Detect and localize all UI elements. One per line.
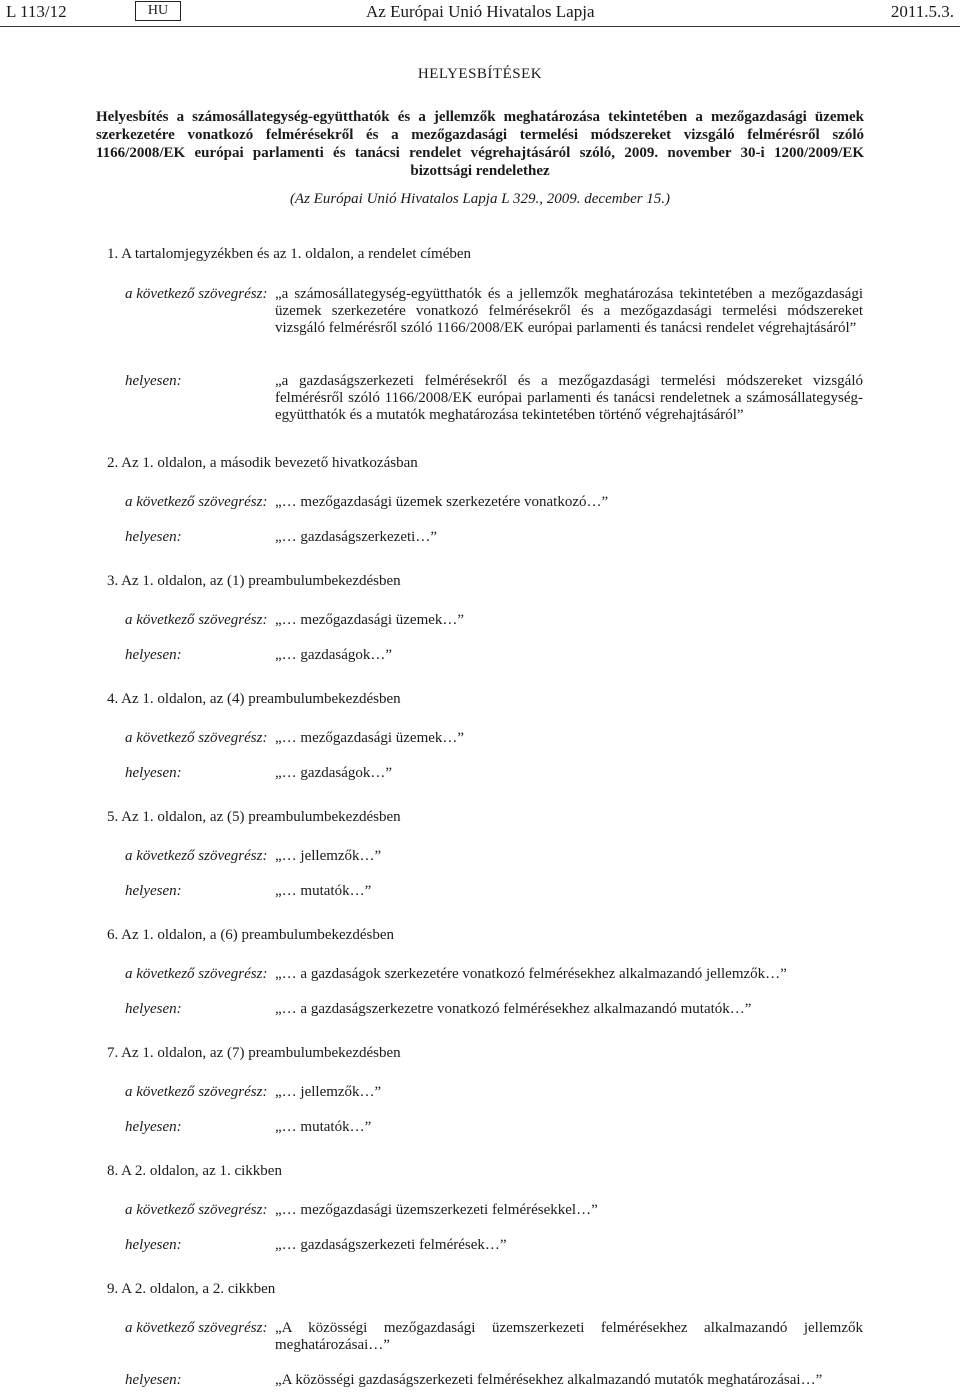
with-label: helyesen: xyxy=(125,647,182,663)
section-heading: HELYESBÍTÉSEK xyxy=(417,66,543,82)
journal-title: Az Európai Unió Hivatalos Lapja xyxy=(366,2,595,21)
item-heading: 3. Az 1. oldalon, az (1) preambulumbekezdésben xyxy=(107,573,401,589)
with-label: helyesen: xyxy=(125,1001,182,1017)
with-label: helyesen: xyxy=(125,883,182,899)
replace-text: „… mezőgazdasági üzemek szerkezetére vonatkozó…” xyxy=(275,494,609,510)
header-divider xyxy=(0,26,960,27)
item-heading: 7. Az 1. oldalon, az (7) preambulumbekezdésben xyxy=(107,1045,401,1061)
with-text: „a gazdaságszerkezeti felmérésekről és a mezőgazdasági termelési módszereket vizsgáló felmérésről szóló 1166/2008/EK európai parlamenti és tanácsi rendeletnek a számosállategység-együtthatók és a mutatók meghatározása tekintetében történő végrehajtásáról” xyxy=(275,373,863,423)
journal-reference: (Az Európai Unió Hivatalos Lapja L 329., 2009. december 15.) xyxy=(289,191,671,207)
replace-label: a következő szövegrész: xyxy=(125,1084,268,1100)
with-text: „… gazdaságszerkezeti…” xyxy=(275,529,437,545)
with-text: „… mutatók…” xyxy=(275,1119,372,1135)
with-label: helyesen: xyxy=(125,529,182,545)
replace-text: „… jellemzők…” xyxy=(275,848,382,864)
item-heading: 9. A 2. oldalon, a 2. cikkben xyxy=(107,1281,276,1297)
replace-text: „… a gazdaságok szerkezetére vonatkozó felmérésekhez alkalmazandó jellemzők…” xyxy=(275,966,787,982)
replace-text: „… mezőgazdasági üzemek…” xyxy=(275,612,465,628)
with-text: „… gazdaságszerkezeti felmérések…” xyxy=(275,1237,507,1253)
replace-text: „… mezőgazdasági üzemszerkezeti felmérésekkel…” xyxy=(275,1202,598,1218)
corrigendum-subject: Helyesbítés a számosállategység-együtthatók és a jellemzők meghatározása tekintetében a mezőgazdasági üzemek szerkezetére vonatkozó felmérésekről és a mezőgazdasági termelési módszereket vizsgáló felmérésről szóló 1166/2008/EK európai parlamenti és tanácsi rendelet végrehajtásáról szóló, 2009. november 30-i 1200/2009/EK bizottsági rendelethez xyxy=(96,109,864,179)
item-heading: 6. Az 1. oldalon, a (6) preambulumbekezdésben xyxy=(107,927,394,943)
item-heading: 2. Az 1. oldalon, a második bevezető hivatkozásban xyxy=(107,455,418,471)
with-label: helyesen: xyxy=(125,765,182,781)
with-text: „… a gazdaságszerkezetre vonatkozó felmérésekhez alkalmazandó mutatók…” xyxy=(275,1001,752,1017)
replace-label: a következő szövegrész: xyxy=(125,612,268,628)
item-heading: 8. A 2. oldalon, az 1. cikkben xyxy=(107,1163,282,1179)
replace-label: a következő szövegrész: xyxy=(125,494,268,510)
replace-label: a következő szövegrész: xyxy=(125,848,268,864)
replace-text: „… mezőgazdasági üzemek…” xyxy=(275,730,465,746)
language-badge: HU xyxy=(135,1,181,21)
with-label: helyesen: xyxy=(125,373,182,389)
with-label: helyesen: xyxy=(125,1237,182,1253)
replace-label: a következő szövegrész: xyxy=(125,1202,268,1218)
with-label: helyesen: xyxy=(125,1119,182,1135)
replace-text: „A közösségi mezőgazdasági üzemszerkezeti felmérésekhez alkalmazandó jellemzők meghatározásai…” xyxy=(275,1320,863,1353)
publication-date: 2011.5.3. xyxy=(890,2,954,21)
with-text: „… gazdaságok…” xyxy=(275,765,393,781)
page-reference: L 113/12 xyxy=(6,2,67,21)
replace-label: a következő szövegrész: xyxy=(125,966,268,982)
replace-label: a következő szövegrész: xyxy=(125,286,268,302)
item-heading: 4. Az 1. oldalon, az (4) preambulumbekezdésben xyxy=(107,691,401,707)
item-heading: 1. A tartalomjegyzékben és az 1. oldalon, a rendelet címében xyxy=(107,246,472,262)
page-header xyxy=(0,0,960,26)
replace-text: „… jellemzők…” xyxy=(275,1084,382,1100)
with-label: helyesen: xyxy=(125,1372,182,1388)
with-text: „… mutatók…” xyxy=(275,883,372,899)
with-text: „… gazdaságok…” xyxy=(275,647,393,663)
replace-label: a következő szövegrész: xyxy=(125,730,268,746)
item-heading: 5. Az 1. oldalon, az (5) preambulumbekezdésben xyxy=(107,809,401,825)
with-text: „A közösségi gazdaságszerkezeti felmérésekhez alkalmazandó mutatók meghatározásai…” xyxy=(275,1372,823,1388)
replace-label: a következő szövegrész: xyxy=(125,1320,268,1336)
replace-text: „a számosállategység-együtthatók és a jellemzők meghatározása tekintetében a mezőgazdasági üzemek szerkezetére vonatkozó felmérésekről és a mezőgazdasági termelési módszereket vizsgáló felmérésről szóló 1166/2008/EK európai parlamenti és tanácsi rendelet végrehajtásáról” xyxy=(275,286,863,336)
